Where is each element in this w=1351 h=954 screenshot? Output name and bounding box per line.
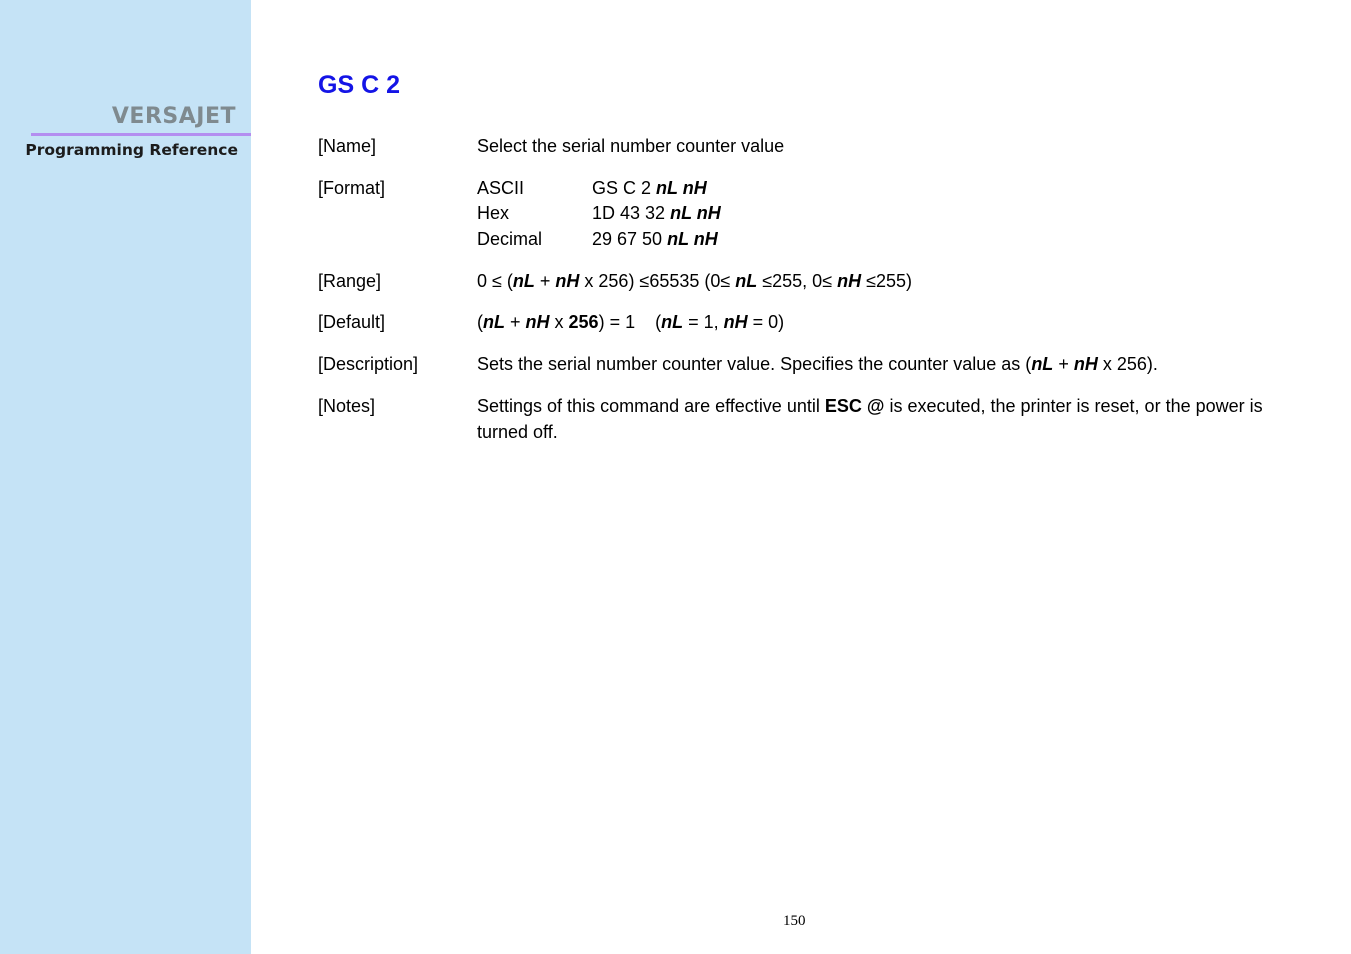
- command-esc-at: ESC @: [824, 396, 885, 416]
- format-type-ascii: ASCII: [477, 178, 525, 198]
- param-nl: nL: [512, 271, 535, 291]
- default-text: (: [655, 312, 662, 332]
- range-text: +: [534, 271, 556, 291]
- command-title: GS C 2: [318, 71, 400, 99]
- format-type-hex: Hex: [477, 203, 510, 223]
- param-nh: nH: [837, 271, 862, 291]
- param-nl: nL: [661, 312, 684, 332]
- name-value: Select the serial number counter value: [477, 136, 785, 156]
- format-params: nL nH: [670, 203, 721, 223]
- format-code-hex: [592, 203, 721, 224]
- default-value: [477, 312, 784, 333]
- range-value: [477, 271, 912, 292]
- param-nl: nL: [483, 312, 505, 332]
- description-text: Sets the serial number counter value. Specifies the counter value as (: [477, 354, 1032, 374]
- param-nl: nL: [735, 271, 758, 291]
- label-range: [Range]: [318, 271, 382, 291]
- value-256: 256: [568, 312, 599, 332]
- format-type-decimal: Decimal: [477, 229, 543, 249]
- label-notes: [Notes]: [318, 396, 376, 416]
- param-nh: nH: [1073, 354, 1098, 374]
- notes-text: is executed, the printer is reset, or the power is turned off.: [477, 396, 1263, 442]
- description-value: [477, 354, 1158, 375]
- description-text: x 256).: [1097, 354, 1158, 374]
- brand-underline: [31, 133, 251, 136]
- label-description: [Description]: [318, 354, 419, 374]
- default-text: = 1,: [683, 312, 724, 332]
- format-code-text: GS C 2: [592, 178, 652, 198]
- range-text: ≤255): [861, 271, 912, 291]
- label-name: [Name]: [318, 136, 377, 156]
- default-text: ) = 1: [598, 312, 636, 332]
- default-text: = 0): [747, 312, 785, 332]
- param-nh: nH: [525, 312, 550, 332]
- format-code-text: 1D 43 32: [592, 203, 666, 223]
- range-text: ≤255, 0≤: [757, 271, 838, 291]
- format-params: nL nH: [667, 229, 718, 249]
- page-number: 150: [783, 913, 806, 929]
- brand-logo: VERSAJET: [111, 104, 236, 129]
- label-default: [Default]: [318, 312, 386, 332]
- sidebar: [0, 0, 251, 954]
- notes-text: Settings of this command are effective until: [477, 396, 825, 416]
- format-code-text: 29 67 50: [592, 229, 663, 249]
- range-text: x 256) ≤65535 (0≤: [579, 271, 736, 291]
- param-nh: nH: [555, 271, 580, 291]
- format-code-decimal: [592, 229, 718, 250]
- default-text: x: [549, 312, 569, 332]
- description-text: +: [1053, 354, 1074, 374]
- notes-value: [477, 393, 1267, 445]
- default-text: (: [477, 312, 483, 332]
- default-text: +: [505, 312, 526, 332]
- param-nh: nH: [723, 312, 748, 332]
- format-code-ascii: [592, 178, 707, 199]
- range-text: 0 ≤ (: [477, 271, 513, 291]
- label-format: [Format]: [318, 178, 386, 198]
- doc-subtitle: Programming Reference: [25, 141, 238, 159]
- format-params: nL nH: [656, 178, 707, 198]
- param-nl: nL: [1031, 354, 1054, 374]
